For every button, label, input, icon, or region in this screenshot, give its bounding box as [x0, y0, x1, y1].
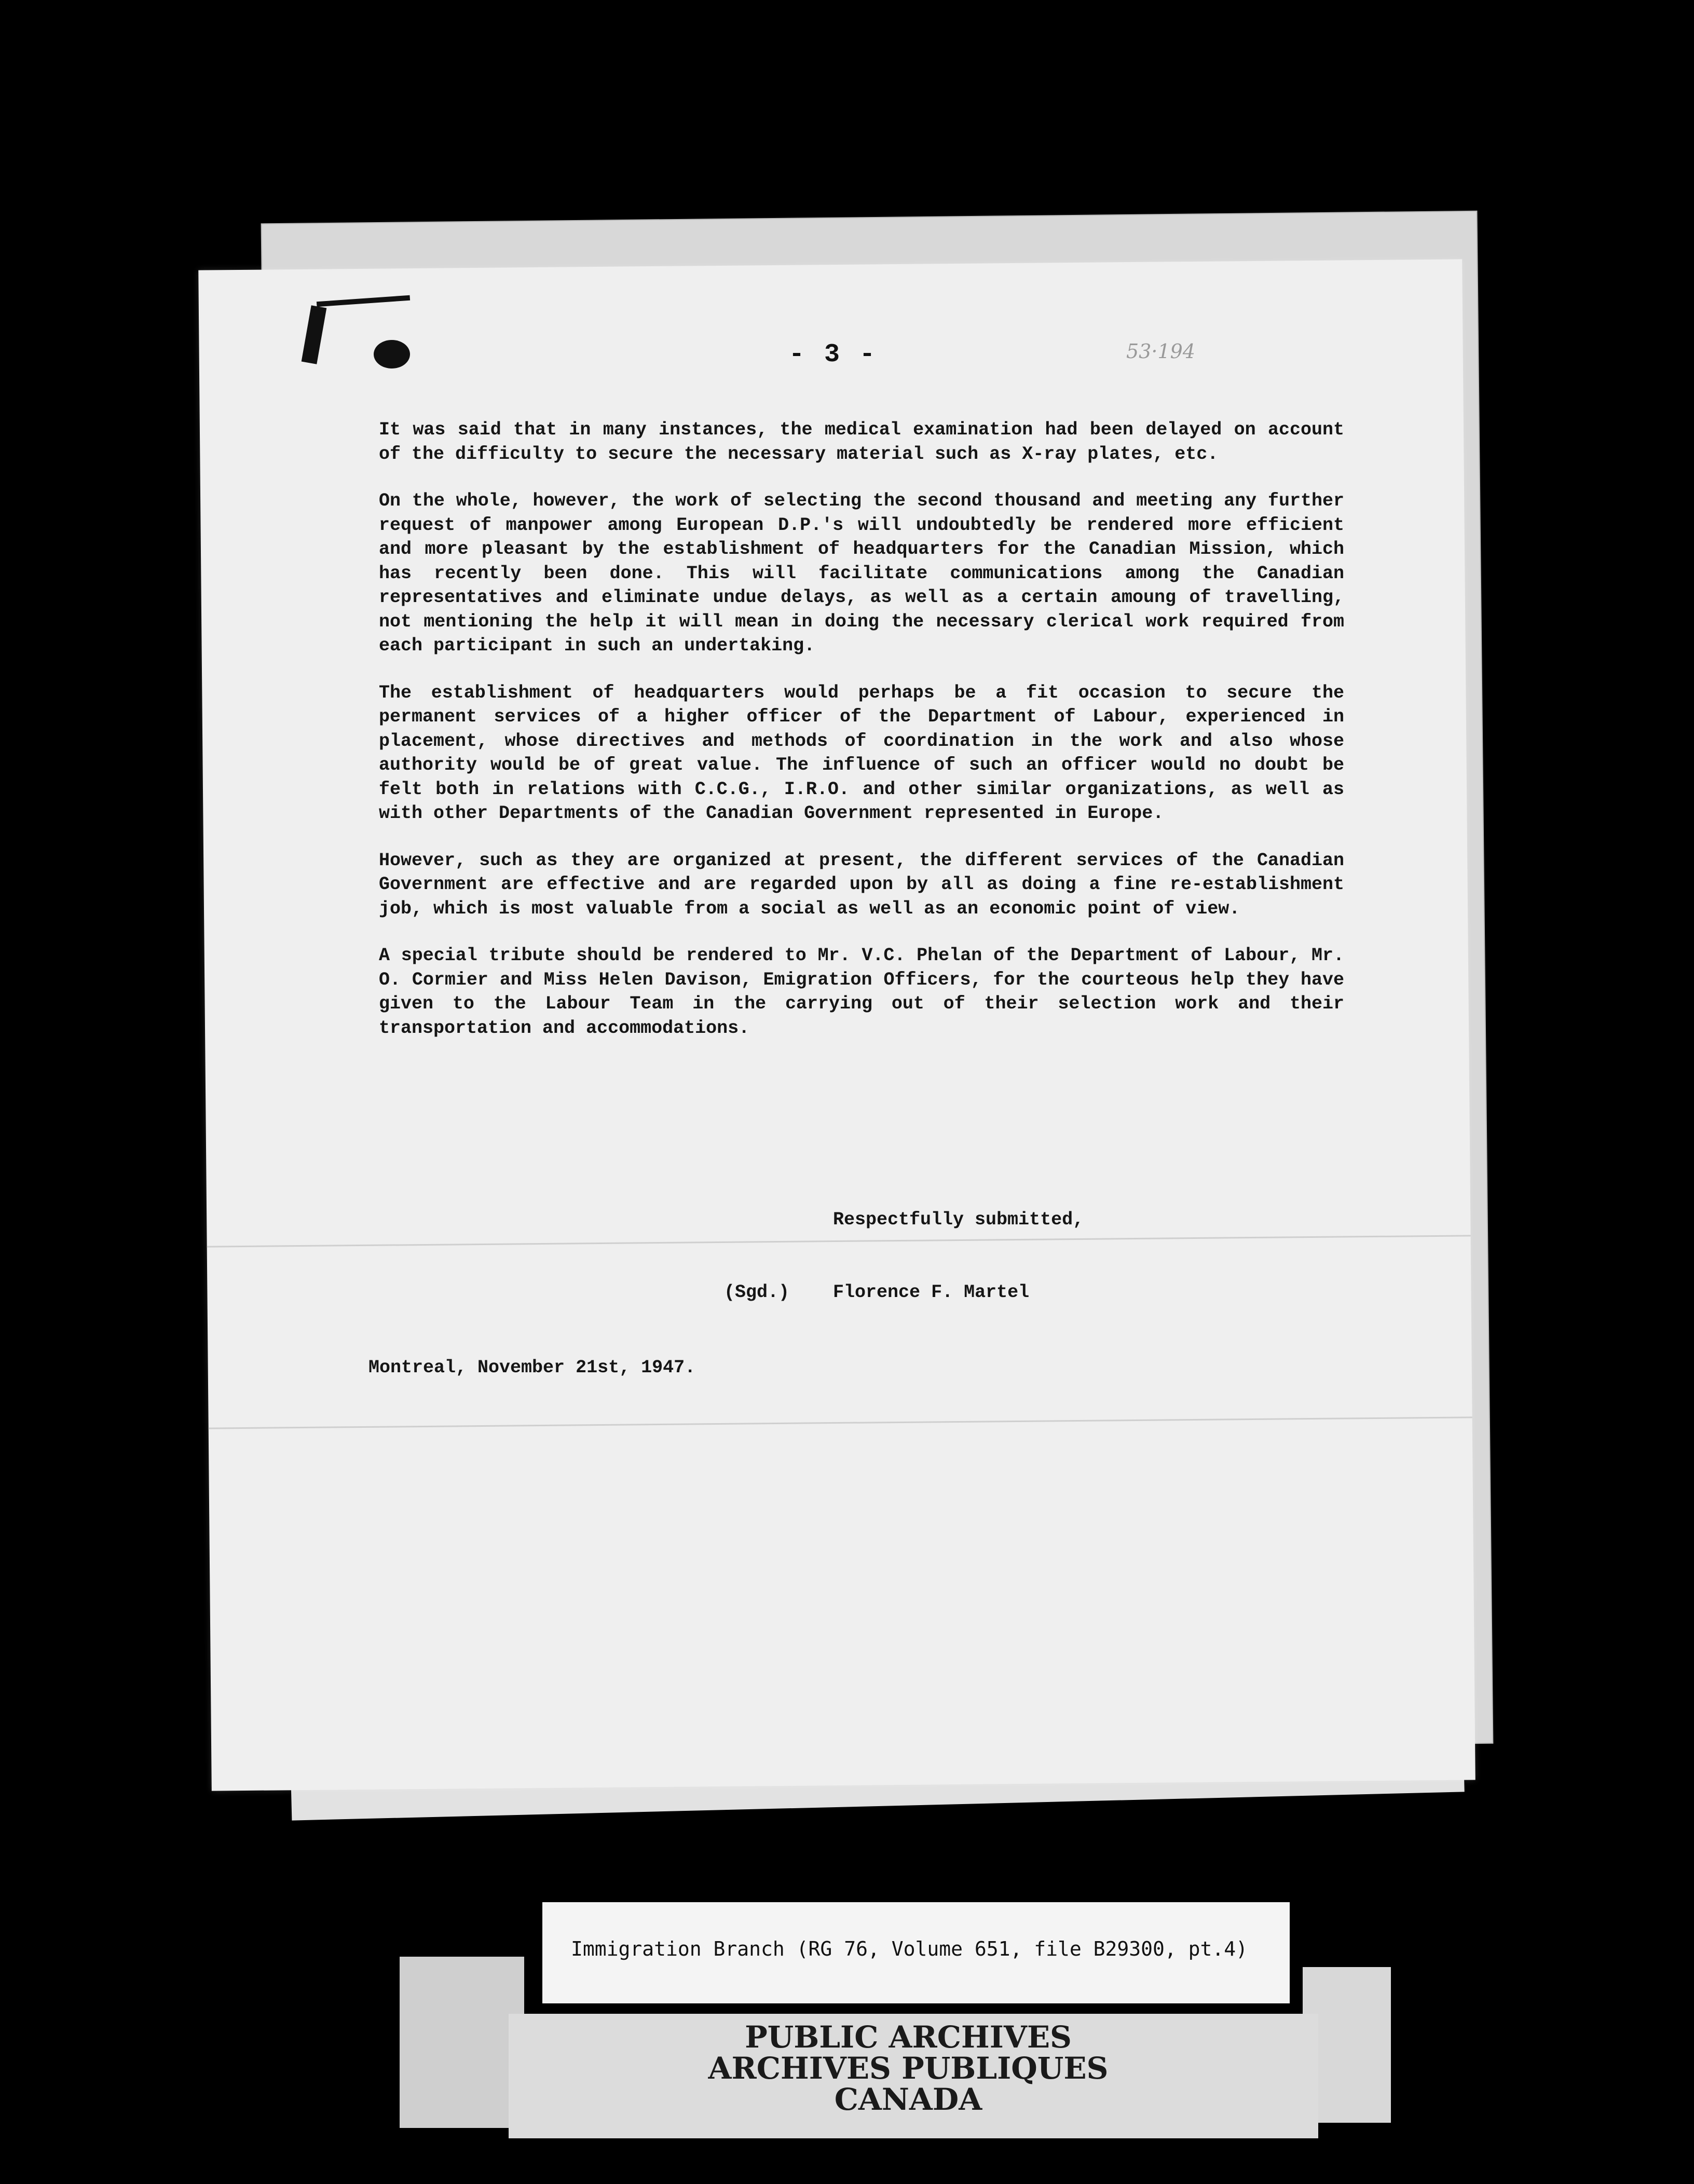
letter-body — [379, 418, 1344, 1063]
faint-annotation: 53·194 — [1126, 340, 1195, 363]
paragraph: The establishment of headquarters would perhaps be a fit occasion to secure the permanent services of a higher officer of the Department of Labour, experienced in placement, whose directives and methods of coordination in the work and also whose authority would be of great value. The influence of such an officer would no doubt be felt both in relations with C.C.G., I.R.O. and other similar organizations, as well as with other Departments of the Canadian Government represented in Europe. — [379, 682, 1344, 824]
archive-stamp — [675, 2019, 1142, 2117]
ink-mark — [374, 340, 410, 368]
archive-reference-label — [542, 1902, 1290, 2003]
stamp-line: PUBLIC ARCHIVES — [745, 2019, 1072, 2055]
dateline: Montreal, November 21st, 1947. — [368, 1357, 696, 1378]
fold-line — [207, 1235, 1471, 1247]
stamp-line: CANADA — [834, 2082, 982, 2117]
mount-tape — [400, 1957, 524, 2128]
closing-line: Respectfully submitted, — [833, 1209, 1084, 1230]
paragraph: It was said that in many instances, the medical examination had been delayed on account of the difficulty to secure the necessary material such as X-ray plates, etc. — [379, 419, 1344, 465]
signature-line: (Sgd.) Florence F. Martel — [724, 1282, 1030, 1303]
paragraph: However, such as they are organized at present, the different services of the Canadian Government are effective and are regarded upon by all as doing a fine re-establishment job, which is most valuable from a social as well as an economic point of view. — [379, 850, 1344, 919]
stamp-line: ARCHIVES PUBLIQUES — [708, 2051, 1109, 2086]
archive-reference-text: Immigration Branch (RG 76, Volume 651, file B29300, pt.4) — [571, 1937, 1248, 1960]
fold-line — [209, 1416, 1472, 1429]
paragraph: On the whole, however, the work of selecting the second thousand and meeting any further request of manpower among European D.P.'s will undoubtedly be rendered more efficient and more pleasant by the establishment of headquarters for the Canadian Mission, which has recently been done. This will facilitate communications among the Canadian representatives and eliminate undue delays, as well as a certain amoung of travelling, not mentioning the help it will mean in doing the necessary clerical work required from each participant in such an undertaking. — [379, 490, 1344, 656]
page-number: - 3 - — [789, 340, 878, 370]
paragraph: A special tribute should be rendered to Mr. V.C. Phelan of the Department of Labour, Mr. O. Cormier and Miss Helen Davison, Emigration Officers, for the courteous help they have given to the Labour Team in the carrying out of their selection work and their transportation and accommodations. — [379, 945, 1344, 1039]
